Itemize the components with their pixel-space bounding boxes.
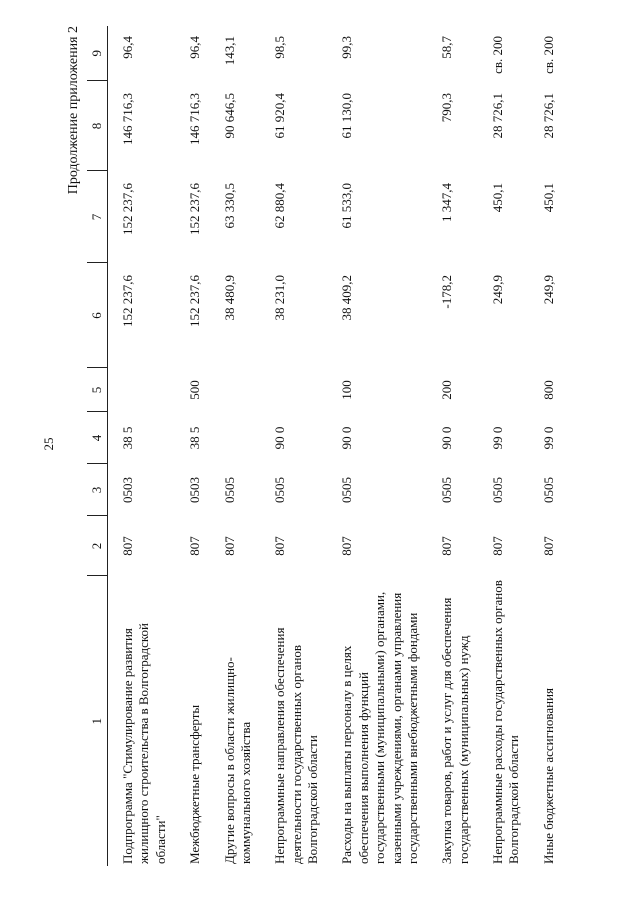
row-name: Межбюджетные трансферты bbox=[187, 704, 203, 864]
cell-amount-7: 61 533,0 bbox=[339, 183, 355, 229]
row-name: Иные бюджетные ассигнования bbox=[540, 687, 556, 864]
cell-amount-8: 61 130,0 bbox=[339, 93, 355, 139]
row-name: Непрограммные расходы государственных органов Волгоградской области bbox=[490, 580, 522, 864]
column-header: 3 bbox=[87, 464, 108, 516]
cell-expense-type: 800 bbox=[540, 380, 556, 400]
cell-section-code: 0503 bbox=[187, 477, 203, 503]
table-row bbox=[108, 26, 176, 866]
continuation-label: Продолжение приложения 2 bbox=[66, 26, 81, 195]
column-header: 4 bbox=[87, 412, 108, 464]
cell-expense-type: 100 bbox=[339, 380, 355, 400]
cell-percent: 96,4 bbox=[120, 36, 135, 59]
cell-amount-6: 249,9 bbox=[540, 275, 556, 305]
column-header: 9 bbox=[87, 26, 108, 81]
cell-section-code: 0505 bbox=[540, 477, 556, 503]
cell-ministry-code: 807 bbox=[439, 536, 455, 556]
cell-amount-6: -178,2 bbox=[439, 275, 455, 309]
cell-ministry-code: 807 bbox=[187, 536, 203, 556]
column-header: 6 bbox=[87, 263, 108, 368]
cell-expense-type bbox=[260, 368, 327, 412]
cell-target-code: 99 0 bbox=[540, 426, 556, 450]
cell-target-code bbox=[210, 412, 261, 464]
column-header: 1 bbox=[87, 576, 108, 866]
row-name: Закупка товаров, работ и услуг для обеспечения государственных (муниципальных) нужд bbox=[439, 597, 471, 864]
cell-amount-8: 28 726,1 bbox=[490, 93, 505, 139]
cell-target-code: 90 0 bbox=[439, 426, 455, 450]
rotated-page-content bbox=[65, 26, 585, 866]
column-header: 7 bbox=[87, 171, 108, 263]
cell-percent: св. 200 bbox=[540, 36, 556, 74]
row-name: Подпрограмма "Стимулирование развития жилищного строительства в Волгоградской области" bbox=[120, 623, 168, 864]
cell-amount-6: 38 409,2 bbox=[339, 275, 355, 321]
cell-expense-type: 200 bbox=[439, 380, 455, 400]
cell-amount-7: 62 880,4 bbox=[272, 183, 288, 229]
cell-amount-7: 63 330,5 bbox=[221, 183, 237, 229]
column-header: 8 bbox=[87, 81, 108, 171]
row-name: Расходы на выплаты персоналу в целях обеспечения выполнения функций государственными (муниципальными) органами, казенными учреждениями, органами управления государственными внебюджетными фондами bbox=[339, 591, 420, 864]
cell-amount-6: 38 231,0 bbox=[272, 275, 288, 321]
cell-expense-type bbox=[478, 368, 529, 412]
row-name: Непрограммные направления обеспечения деятельности государственных органов Волгоградской области bbox=[272, 627, 320, 864]
cell-amount-8: 790,3 bbox=[439, 93, 455, 123]
cell-ministry-code: 807 bbox=[221, 536, 237, 556]
cell-amount-6: 152 237,6 bbox=[120, 275, 135, 327]
cell-percent: 96,4 bbox=[187, 36, 203, 59]
cell-amount-7: 450,1 bbox=[490, 183, 505, 213]
table-row bbox=[427, 26, 478, 866]
cell-amount-7: 152 237,6 bbox=[187, 183, 203, 235]
cell-amount-6: 152 237,6 bbox=[187, 275, 203, 327]
cell-percent: 58,7 bbox=[439, 36, 455, 59]
cell-ministry-code: 807 bbox=[490, 536, 505, 556]
cell-percent: 99,3 bbox=[339, 36, 355, 59]
cell-amount-8: 28 726,1 bbox=[540, 93, 556, 139]
cell-section-code: 0505 bbox=[490, 477, 505, 503]
cell-target-code: 99 0 bbox=[490, 426, 505, 450]
cell-expense-type: 500 bbox=[187, 380, 203, 400]
cell-amount-7: 152 237,6 bbox=[120, 183, 135, 235]
cell-expense-type bbox=[210, 368, 261, 412]
cell-percent: 98,5 bbox=[272, 36, 288, 59]
cell-amount-8: 90 646,5 bbox=[221, 93, 237, 139]
column-header: 2 bbox=[87, 516, 108, 576]
cell-section-code: 0505 bbox=[221, 477, 237, 503]
column-number-row bbox=[87, 26, 108, 866]
cell-section-code: 0503 bbox=[120, 477, 135, 503]
cell-amount-8: 146 716,3 bbox=[187, 93, 203, 145]
cell-percent: 143,1 bbox=[221, 36, 237, 66]
budget-table bbox=[87, 26, 563, 866]
table-row bbox=[529, 26, 563, 866]
table-row bbox=[260, 26, 327, 866]
cell-percent: св. 200 bbox=[490, 36, 505, 74]
cell-amount-7: 1 347,4 bbox=[439, 183, 455, 222]
row-name: Другие вопросы в области жилищно-коммунального хозяйства bbox=[221, 657, 253, 864]
cell-section-code: 0505 bbox=[339, 477, 355, 503]
cell-amount-8: 61 920,4 bbox=[272, 93, 288, 139]
cell-target-code: 90 0 bbox=[339, 426, 355, 450]
cell-target-code: 38 5 bbox=[120, 426, 135, 450]
cell-ministry-code: 807 bbox=[339, 536, 355, 556]
cell-section-code: 0505 bbox=[272, 477, 288, 503]
cell-amount-8: 146 716,3 bbox=[120, 93, 135, 145]
page-number: 25 bbox=[41, 437, 56, 451]
table-row bbox=[210, 26, 261, 866]
table-row bbox=[327, 26, 427, 866]
table-row bbox=[478, 26, 529, 866]
cell-ministry-code: 807 bbox=[272, 536, 288, 556]
cell-ministry-code: 807 bbox=[120, 536, 135, 556]
cell-section-code: 0505 bbox=[439, 477, 455, 503]
cell-target-code: 38 5 bbox=[187, 426, 203, 450]
cell-ministry-code: 807 bbox=[540, 536, 556, 556]
cell-amount-7: 450,1 bbox=[540, 183, 556, 213]
column-header: 5 bbox=[87, 368, 108, 412]
cell-target-code: 90 0 bbox=[272, 426, 288, 450]
cell-amount-6: 38 480,9 bbox=[221, 275, 237, 321]
table-row bbox=[175, 26, 209, 866]
cell-expense-type bbox=[108, 368, 176, 412]
cell-amount-6: 249,9 bbox=[490, 275, 505, 305]
